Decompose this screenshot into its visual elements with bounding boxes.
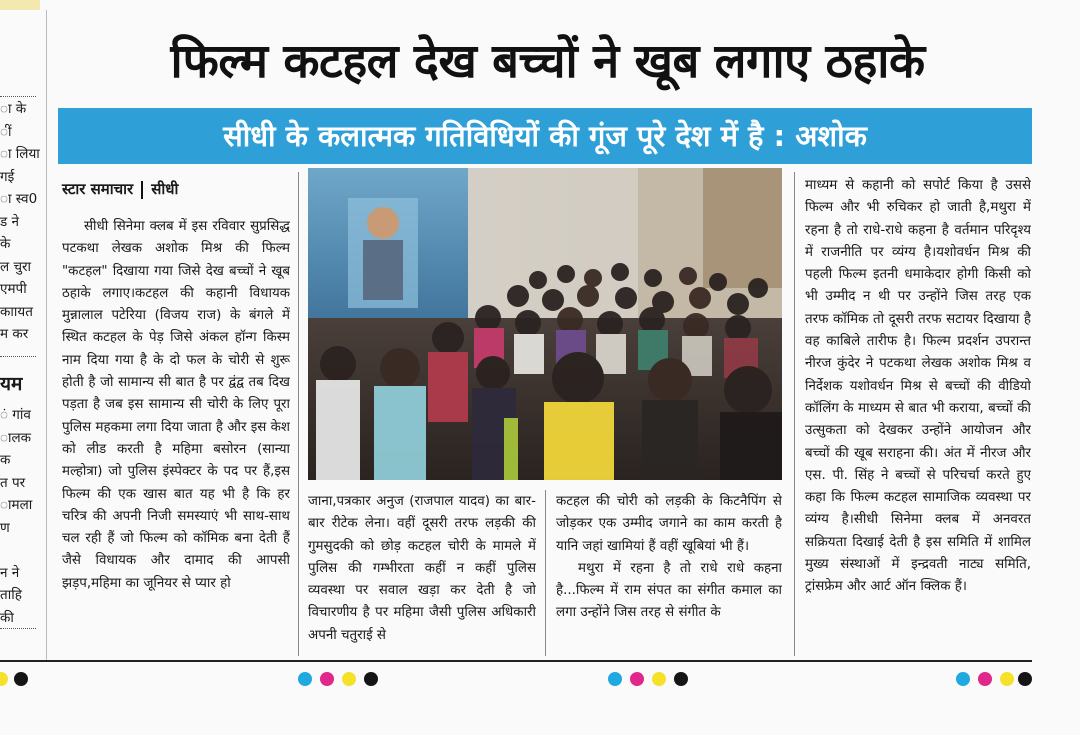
registration-mark xyxy=(320,672,334,686)
paragraph: मथुरा में रहना है तो राधे राधे कहना है...फिल्म में राम संपत का संगीत कमाल का लगा उन्होंने जिस तरह से संगीत के xyxy=(556,560,782,621)
text-line: ा के xyxy=(0,101,27,117)
text-line: काायत xyxy=(0,303,33,320)
text-line: ल चुरा xyxy=(0,258,32,275)
registration-mark xyxy=(978,672,992,686)
registration-mark xyxy=(14,672,28,686)
text-line: त पर xyxy=(0,474,26,491)
text-line: ण xyxy=(0,519,10,536)
text-line: न ने xyxy=(0,564,20,581)
text-line: के xyxy=(0,236,11,252)
text-line: एमपी xyxy=(0,281,27,297)
registration-mark xyxy=(298,672,312,686)
subheadline-banner: सीधी के कलात्मक गतिविधियों की गूंज पूरे देश में है : अशोक xyxy=(58,108,1032,164)
top-left-ad-edge xyxy=(0,0,40,10)
registration-mark xyxy=(652,672,666,686)
text-line xyxy=(0,539,40,562)
article-column-2 xyxy=(308,491,536,656)
registration-mark xyxy=(630,672,644,686)
registration-mark xyxy=(674,672,688,686)
text-line: ं गांव xyxy=(0,407,31,423)
text-line: ालक xyxy=(0,429,32,446)
text-line: ामला xyxy=(0,497,33,513)
paragraph: जाना,पत्रकार अनुज (राजपाल यादव) का बार-बार रीटेक लेना। वहीं दूसरी तरफ लड़की की गुमसुदकी को छोड़ कटहल चोरी के मामले में पुलिस की गम्भीरता कहीं न कहीं पुलिस व्यवस्था पर सवाल खड़ा कर देती है जो विचारणीय है पर महिमा जैसी पुलिस अधिकारी अपनी चतुराई से xyxy=(308,494,536,643)
article-column-3 xyxy=(556,491,782,656)
adjacent-article-heading: यम xyxy=(0,373,23,395)
registration-mark xyxy=(956,672,970,686)
text-line: ा लिया xyxy=(0,146,40,162)
page-bottom-rule xyxy=(0,660,1032,662)
article-photo xyxy=(308,168,782,480)
registration-mark xyxy=(1018,672,1032,686)
paragraph: सीधी सिनेमा क्लब में इस रविवार सुप्रसिद्ध पटकथा लेखक अशोक मिश्र की फिल्म "कटहल" दिखाया गया जिसे देख बच्चों ने खूब ठहाके लगाए।कटहल की कहानी विधायक मुन्नालाल पटेरिया (विजय राज) के बंगले में स्थित कटहल के पेड़ जिसे अंकल हॉन्ग किस्म नाम दिया गया है के दो फल के चोरी से शुरू होती है जो सामान्य सी बात है पर द्वंद्व तब दिख पड़ता है जब इस सामान्य सी चोरी के लिए पूरा पुलिस महकमा लगा दिया जाता है और इस केश को लीड करती है महिमा बसोरन (सान्या मल्होत्रा) जो पुलिस इंस्पेक्टर के पद पर हैं,इस फिल्म की एक खास बात यह भी है कि हर चरित्र की अपनी निजी समस्याएं भी साथ-साथ चल रही हैं जो फिल्म को कॉमिक बना देती हैं जैसे विधायक और दामाद की आपसी झड़प,महिमा का जूनियर से प्यार हो xyxy=(62,219,290,591)
column-divider xyxy=(794,172,795,656)
registration-mark xyxy=(342,672,356,686)
dateline-source: स्टार समाचार xyxy=(62,180,134,198)
article-column-1 xyxy=(62,216,290,656)
text-line: क xyxy=(0,452,11,468)
dateline-place: सीधी xyxy=(151,180,179,198)
column-divider xyxy=(46,10,47,660)
paragraph: कटहल की चोरी को लड़की के किटनैपिंग से जोड़कर एक उम्मीद जगाने का काम करती है यानि जहां खामियां हैं वहीं खूबियां भी हैं। xyxy=(556,494,782,554)
adjacent-article-bottom xyxy=(0,404,40,629)
text-line: ा स्व0 xyxy=(0,191,38,207)
text-line: म कर xyxy=(0,326,29,342)
text-line: की xyxy=(0,609,14,626)
article-column-4 xyxy=(805,175,1031,657)
photo-children-watching-film xyxy=(308,168,782,480)
text-line: ड ने xyxy=(0,213,20,230)
column-divider xyxy=(545,490,546,656)
dateline xyxy=(62,175,312,203)
registration-mark xyxy=(608,672,622,686)
adjacent-article-top xyxy=(0,98,40,346)
column-divider xyxy=(298,172,299,656)
paragraph: माध्यम से कहानी को सपोर्ट किया है उससे फिल्म और भी रुचिकर हो जाती है,मथुरा में रहना है तो राधे-राधे कहना है वर्तमान परिदृश्य में राजनीति पर व्यंग्य है।यशोवर्धन मिश्र की पहली फिल्म इतनी धमाकेदार होगी किसी को भी उम्मीद न थी पर उन्होंने जिस तरह एक तरफ कॉमिक तो दूसरी तरफ सटायर दिखाया है वह काबिले तारीफ है। फिल्म प्रदर्शन उपरान्त नीरज कुंदेर ने पटकथा लेखक अशोक मिश्र व निर्देशक यशोवर्धन मिश्र से बच्चों की वीडियो कॉलिंग के माध्यम से बात भी कराया, बच्चों की उत्सुकता को देखकर उन्होंने आयोजन और बच्चों की खूब सराहना की। अंत में नीरज और एस. पी. सिंह ने बच्चों से परिचर्चा करते हुए कहा कि फिल्म कटहल सामाजिक व्यवस्था पर व्यंग्य है।सीधी सिनेमा क्लब में अनवरत सक्रियता दिखाई देती है इस समिति में शामिल मुख्य संस्थाओं में इन्द्रवती नाट्य समिति, ट्रांसफ्रेम और आर्ट ऑन क्लिक हैं। xyxy=(805,178,1031,595)
text-line: गई xyxy=(0,168,15,185)
dateline-separator xyxy=(141,181,143,199)
text-line: ताहि xyxy=(0,587,22,603)
registration-mark xyxy=(0,672,8,686)
registration-mark xyxy=(364,672,378,686)
headline: फिल्म कटहल देख बच्चों ने खूब लगाए ठहाके xyxy=(170,34,925,89)
registration-mark xyxy=(1000,672,1014,686)
text-line: ीं xyxy=(0,123,12,140)
